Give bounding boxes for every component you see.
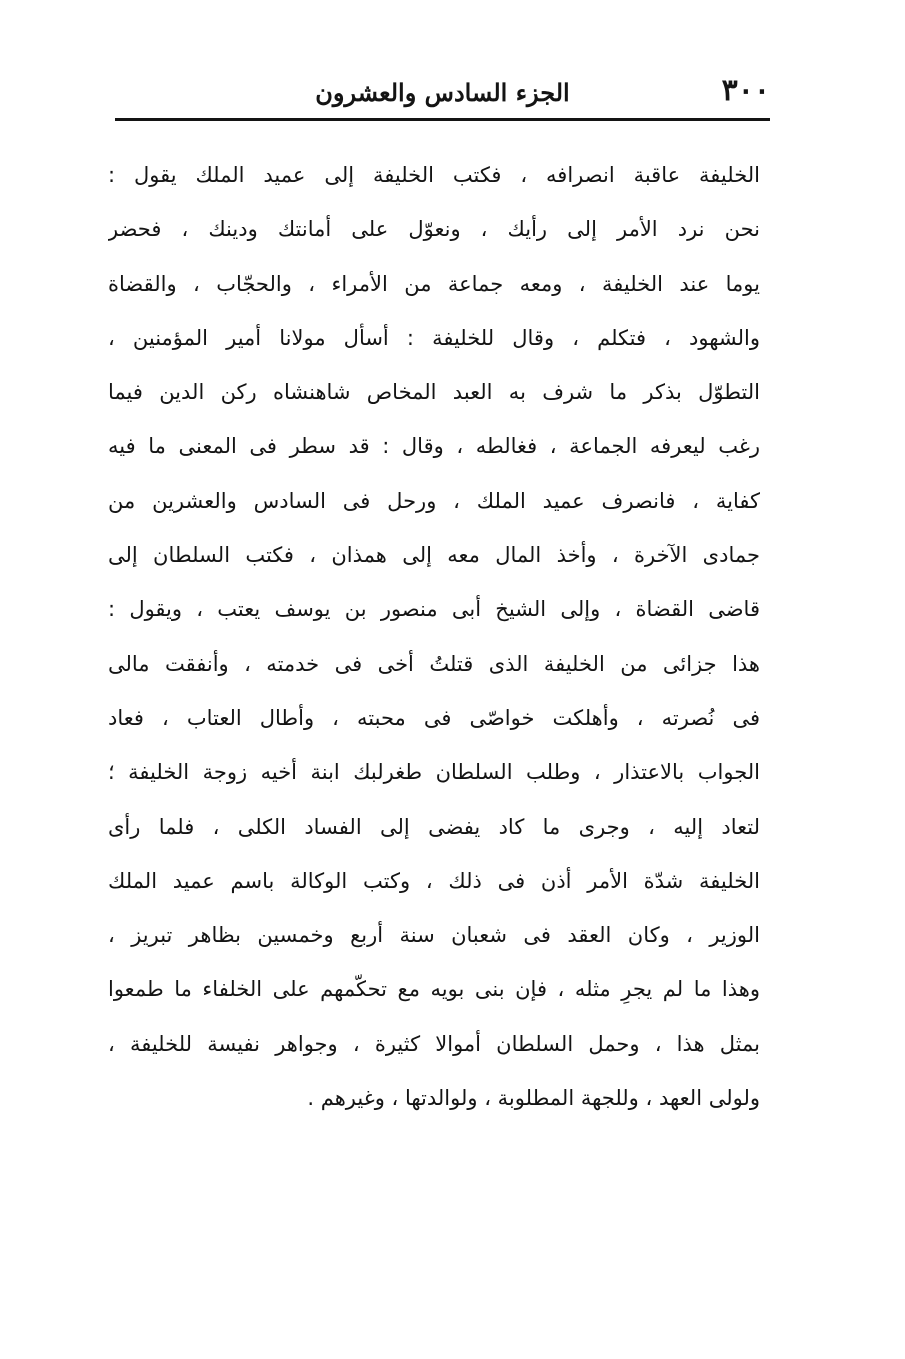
- text-line: الجواب بالاعتذار ، وطلب السلطان طغرلبك ابنة أخيه زوجة الخليفة ؛: [108, 760, 760, 785]
- text-line: رغب ليعرفه الجماعة ، فغالطه ، وقال : قد سطر فى المعنى ما فيه: [108, 434, 760, 459]
- text-line: والشهود ، فتكلم ، وقال للخليفة : أسأل مولانا أمير المؤمنين ،: [108, 325, 760, 350]
- text-line: ولولى العهد ، وللجهة المطلوبة ، ولوالدتها ، وغيرهم .: [307, 1086, 760, 1111]
- text-line: بمثل هذا ، وحمل السلطان أموالا كثيرة ، وجواهر نفيسة للخليفة ،: [108, 1031, 760, 1056]
- text-line: وهذا ما لم يجرِ مثله ، فإن بنى بويه مع تحكّمهم على الخلفاء ما طمعوا: [108, 977, 760, 1002]
- text-line: لتعاد إليه ، وجرى ما كاد يفضى إلى الفساد الكلى ، فلما رأى: [108, 814, 760, 839]
- header-rule: [115, 118, 770, 121]
- text-line: يوما عند الخليفة ، ومعه جماعة من الأمراء ، والحجّاب ، والقضاة: [108, 271, 760, 296]
- page-number: ٣٠٠: [721, 73, 770, 108]
- text-line: كفاية ، فانصرف عميد الملك ، ورحل فى السادس والعشرين من: [108, 488, 760, 513]
- running-title: الجزء السادس والعشرون: [315, 78, 570, 107]
- text-line: جمادى الآخرة ، وأخذ المال معه إلى همذان ، فكتب السلطان إلى: [108, 543, 760, 568]
- page-header: [115, 68, 770, 116]
- text-line: الوزير ، وكان العقد فى شعبان سنة أربع وخمسين بظاهر تبريز ،: [108, 923, 760, 948]
- text-line: فى نُصرته ، وأهلكت خواصّى فى محبته ، وأطال العتاب ، فعاد: [108, 705, 760, 730]
- text-line: التطوّل بذكر ما شرف به العبد المخاص شاهنشاه ركن الدين فيما: [108, 380, 760, 405]
- text-line: الخليفة عاقبة انصرافه ، فكتب الخليفة إلى عميد الملك يقول :: [108, 163, 760, 187]
- text-line: هذا جزائى من الخليفة الذى قتلتُ أخى فى خدمته ، وأنفقت مالى: [108, 651, 760, 676]
- body-text: [108, 148, 760, 1125]
- text-line: نحن نرد الأمر إلى رأيك ، ونعوّل على أمانتك ودينك ، فحضر: [108, 217, 760, 242]
- text-line: قاضى القضاة ، وإلى الشيخ أبى منصور بن يوسف يعتب ، ويقول :: [108, 597, 760, 622]
- text-line: الخليفة شدّة الأمر أذن فى ذلك ، وكتب الوكالة باسم عميد الملك: [108, 868, 760, 893]
